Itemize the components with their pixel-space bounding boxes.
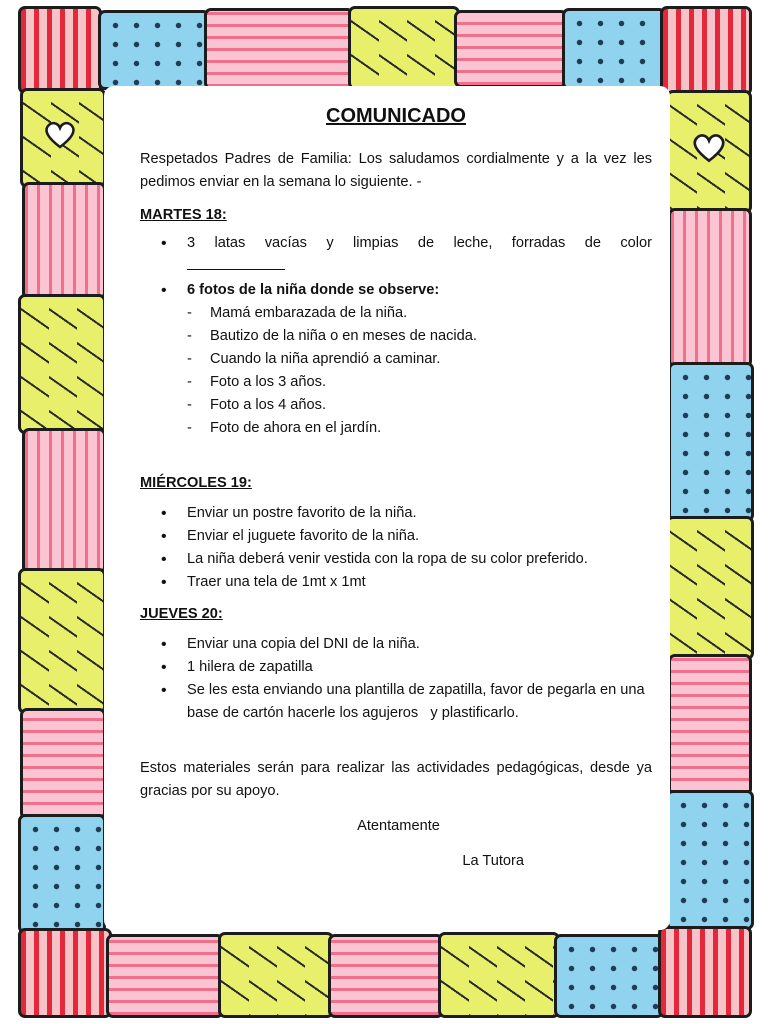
list-item: • Enviar un postre favorito de la niña. xyxy=(140,502,652,525)
list-item: • Enviar una copia del DNI de la niña. xyxy=(140,633,652,656)
list-item: • Se les esta enviando una plantilla de zapatilla, favor de pegarla en una base de cartón hacerle los agujeros y plastificarlo. xyxy=(140,679,652,725)
document-title: COMUNICADO xyxy=(326,105,466,127)
list-item: • 1 hilera de zapatilla xyxy=(140,656,652,679)
tuesday-list xyxy=(140,232,652,440)
heart-left-icon xyxy=(42,120,78,150)
border-tile xyxy=(18,568,106,714)
farewell-text: Atentamente xyxy=(357,818,440,834)
border-tile xyxy=(22,182,106,300)
sublist-item: - Foto a los 3 años. xyxy=(187,371,652,394)
border-tile xyxy=(22,428,106,574)
border-tile xyxy=(658,926,752,1018)
sublist-item: - Cuando la niña aprendió a caminar. xyxy=(187,348,652,371)
border-tile xyxy=(18,6,102,94)
border-tile xyxy=(204,8,354,90)
border-tile xyxy=(18,928,112,1018)
border-tile xyxy=(668,208,752,368)
border-tile xyxy=(454,10,568,88)
sublist-item: - Foto a los 4 años. xyxy=(187,394,652,417)
border-tile xyxy=(18,294,106,434)
border-tile xyxy=(660,6,752,96)
heart-right-icon xyxy=(690,132,728,164)
border-tile xyxy=(18,814,106,934)
list-item: • La niña deberá venir vestida con la ropa de su color preferido. xyxy=(140,548,652,571)
sublist-item: - Mamá embarazada de la niña. xyxy=(187,302,652,325)
list-item xyxy=(140,232,652,278)
letter-content xyxy=(140,103,652,873)
border-tile xyxy=(218,932,334,1018)
list-item: • Traer una tela de 1mt x 1mt xyxy=(140,571,652,594)
border-tile xyxy=(668,654,752,796)
thursday-list xyxy=(140,633,652,725)
border-tile xyxy=(666,790,754,930)
border-tile xyxy=(348,6,460,90)
wednesday-list xyxy=(140,502,652,594)
border-tile xyxy=(106,934,224,1018)
border-tile xyxy=(668,362,754,522)
sublist-item: - Bautizo de la niña o en meses de nacida. xyxy=(187,325,652,348)
signature-text: La Tutora xyxy=(462,853,524,869)
day-heading-wednesday: MIÉRCOLES 19: xyxy=(140,475,252,491)
border-tile xyxy=(438,932,560,1018)
border-tile xyxy=(554,934,664,1018)
closing-paragraph: Estos materiales serán para realizar las actividades pedagógicas, desde ya gracias por su apoyo. xyxy=(140,760,652,799)
border-tile xyxy=(328,934,444,1018)
day-heading-tuesday: MARTES 18: xyxy=(140,207,227,223)
list-item-text: • 3 latas vacías y limpias de leche, forradas de color xyxy=(187,235,652,251)
blank-line xyxy=(187,256,285,270)
sublist-item: - Foto de ahora en el jardín. xyxy=(187,417,652,440)
border-tile xyxy=(98,10,210,90)
list-item-text: 6 fotos de la niña donde se observe: xyxy=(187,282,440,298)
intro-paragraph: Respetados Padres de Familia: Los saludamos cordialmente y a la vez les pedimos enviar en la semana lo siguiente. - xyxy=(140,151,652,190)
border-tile xyxy=(562,8,666,90)
border-tile xyxy=(666,516,754,660)
border-tile xyxy=(20,708,106,820)
day-heading-thursday: JUEVES 20: xyxy=(140,606,223,622)
list-item xyxy=(140,279,652,440)
list-item: • Enviar el juguete favorito de la niña. xyxy=(140,525,652,548)
photo-sublist xyxy=(187,302,652,440)
